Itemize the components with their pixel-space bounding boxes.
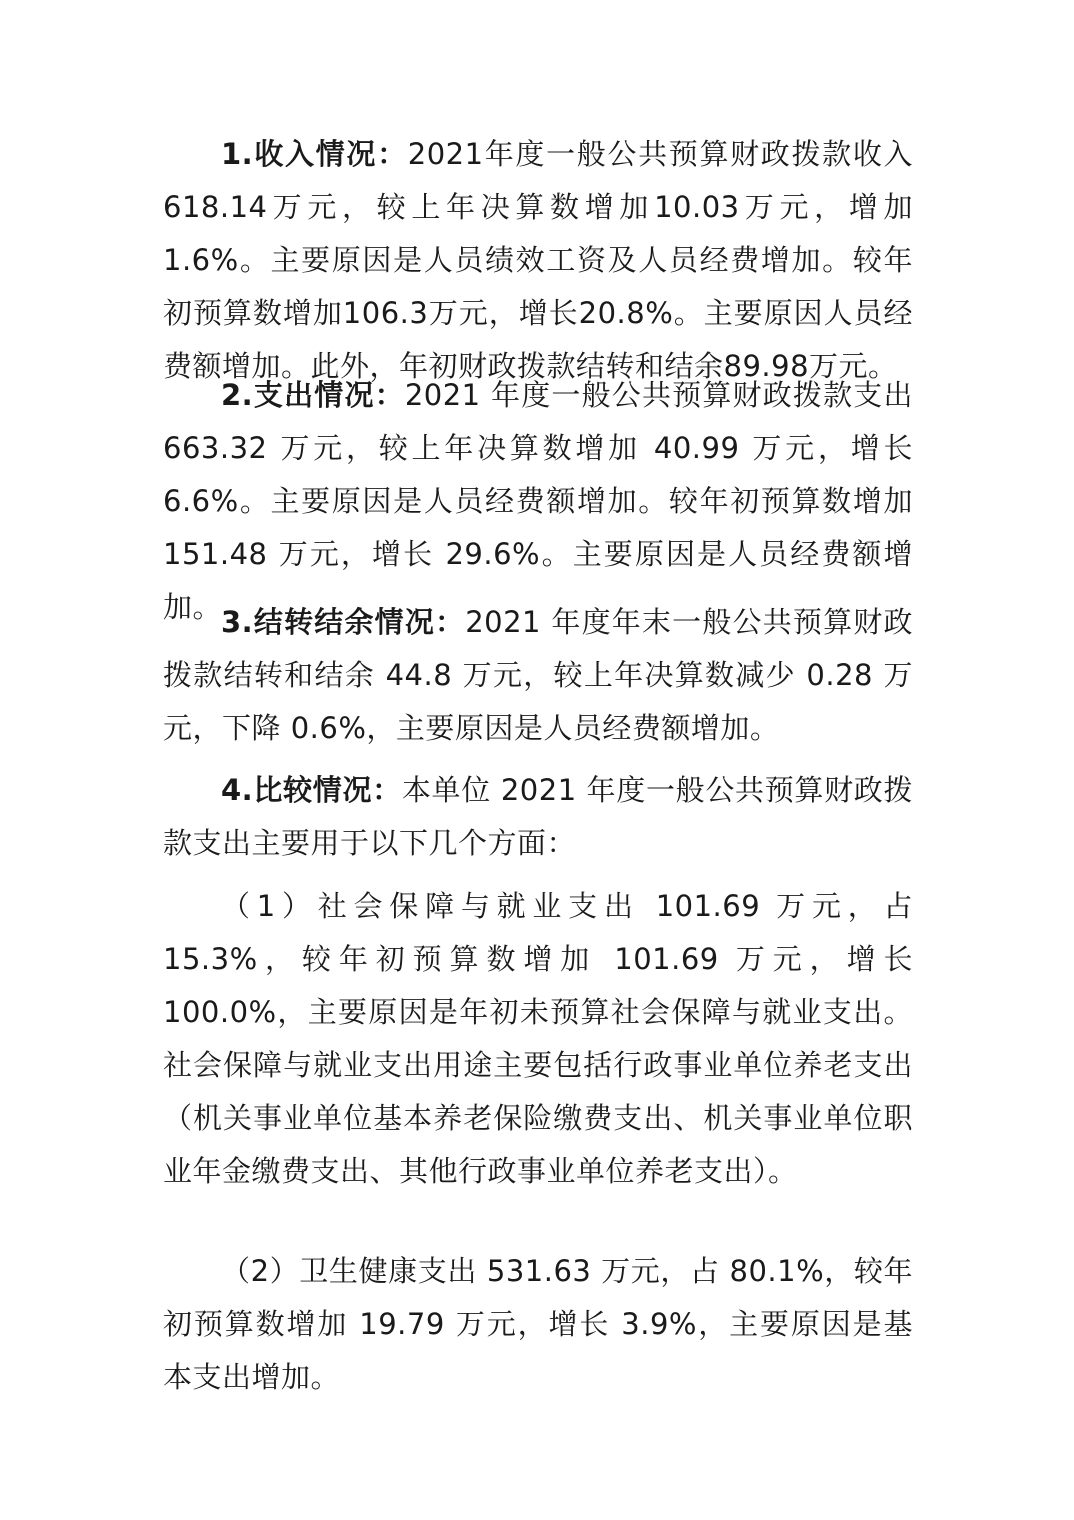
carryover-paragraph <box>163 596 913 755</box>
carryover-text: 2021 年度年末一般公共预算财政拨款结转和结余 44.8 万元，较上年决算数减少 0.28 万元，下降 0.6%，主要原因是人员经费额增加。 <box>163 605 913 745</box>
income-paragraph <box>163 128 913 393</box>
social-security-text: （1）社会保障与就业支出 101.69 万元，占 15.3%，较年初预算数增加 101.69 万元，增长 100.0%，主要原因是年初未预算社会保障与就业支出。社会保障与就业支出用途主要包括行政事业单位养老支出（机关事业单位基本养老保险缴费支出、机关事业单位职业年金缴费支出、其他行政事业单位养老支出）。 <box>163 889 913 1188</box>
comparison-paragraph <box>163 764 913 870</box>
expenditure-text: 2021 年度一般公共预算财政拨款支出663.32 万元，较上年决算数增加 40.99 万元，增长 6.6%。主要原因是人员经费额增加。较年初预算数增加 151.48 万元，增长 29.6%。主要原因是人员经费额增加。 <box>163 378 913 624</box>
health-text: （2）卫生健康支出 531.63 万元，占 80.1%，较年初预算数增加 19.79 万元，增长 3.9%，主要原因是基本支出增加。 <box>163 1254 913 1394</box>
income-text: 2021年度一般公共预算财政拨款收入618.14万元，较上年决算数增加10.03万元，增加1.6%。主要原因是人员绩效工资及人员经费增加。较年初预算数增加106.3万元，增长20.8%。主要原因人员经费额增加。此外，年初财政拨款结转和结余89.98万元。 <box>163 137 913 383</box>
carryover-heading: 3.结转结余情况： <box>221 605 466 639</box>
comparison-text: 本单位 2021 年度一般公共预算财政拨款支出主要用于以下几个方面： <box>163 773 913 860</box>
income-heading: 1.收入情况： <box>221 137 408 171</box>
health-item <box>163 1245 913 1404</box>
comparison-heading: 4.比较情况： <box>221 773 402 807</box>
social-security-item <box>163 880 913 1198</box>
expenditure-paragraph <box>163 369 913 634</box>
expenditure-heading: 2.支出情况： <box>221 378 405 412</box>
